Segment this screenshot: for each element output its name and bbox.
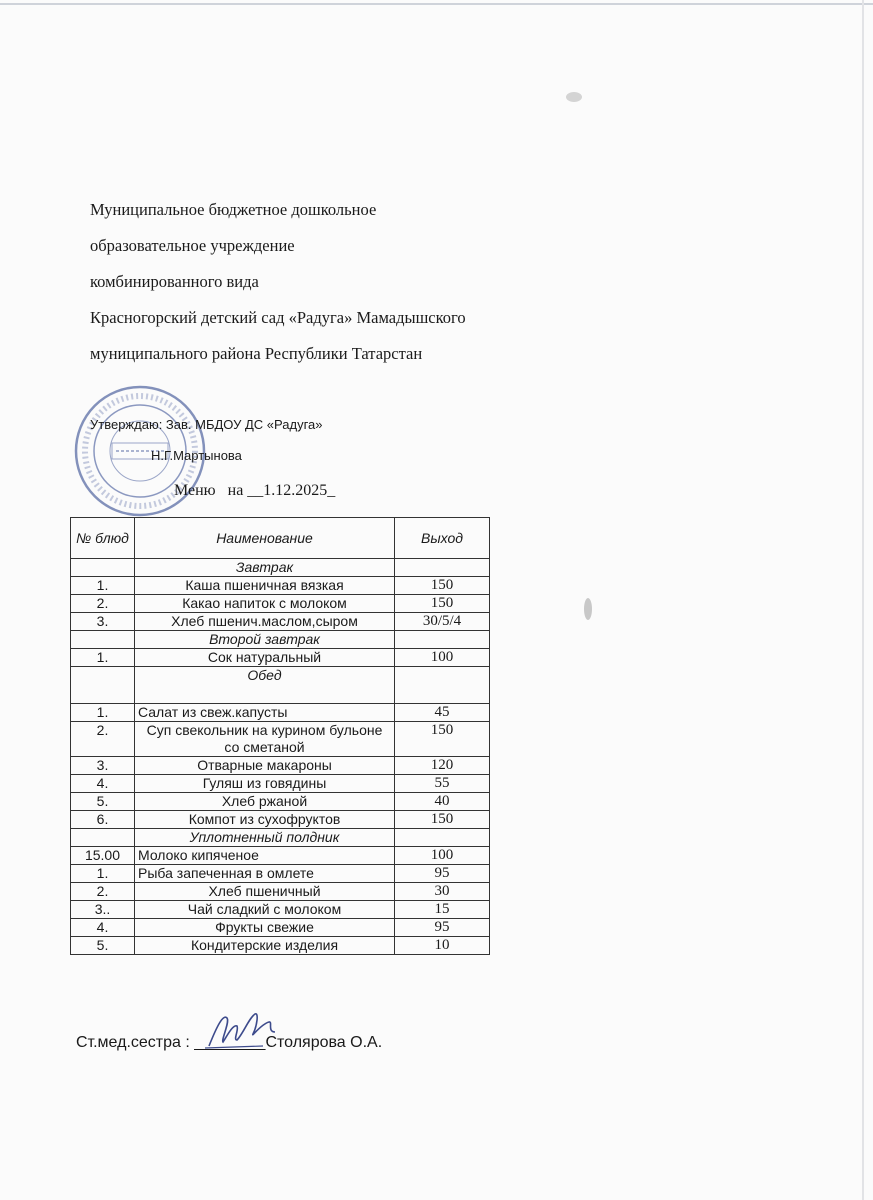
table-row bbox=[71, 811, 490, 829]
scan-smudge bbox=[566, 92, 582, 102]
header-line-2: образовательное учреждение bbox=[90, 236, 295, 255]
dish-portion: 95 bbox=[395, 865, 490, 883]
dish-portion: 150 bbox=[395, 722, 490, 757]
dish-number: 15.00 bbox=[71, 847, 135, 865]
dish-name: Каша пшеничная вязкая bbox=[135, 577, 395, 595]
dish-portion: 40 bbox=[395, 793, 490, 811]
section-title: Второй завтрак bbox=[135, 631, 395, 649]
header-dish-number: № блюд bbox=[71, 518, 135, 559]
dish-portion: 45 bbox=[395, 704, 490, 722]
dish-name: Отварные макароны bbox=[135, 757, 395, 775]
section-title: Завтрак bbox=[135, 559, 395, 577]
dish-number: 5. bbox=[71, 937, 135, 955]
section-row-breakfast bbox=[71, 559, 490, 577]
dish-number: 2. bbox=[71, 595, 135, 613]
scan-smudge bbox=[584, 598, 592, 620]
footer-role: Ст.мед.сестра : bbox=[76, 1034, 190, 1051]
table-row bbox=[71, 757, 490, 775]
dish-portion: 150 bbox=[395, 595, 490, 613]
scan-edge-right bbox=[862, 0, 864, 1200]
table-row bbox=[71, 901, 490, 919]
dish-number: 1. bbox=[71, 649, 135, 667]
section-row-second-breakfast bbox=[71, 631, 490, 649]
table-row bbox=[71, 704, 490, 722]
dish-number: 4. bbox=[71, 919, 135, 937]
header-line-1: Муниципальное бюджетное дошкольное bbox=[90, 200, 377, 219]
dish-portion: 100 bbox=[395, 847, 490, 865]
header-dish-name: Наименование bbox=[135, 518, 395, 559]
table-header-row bbox=[71, 518, 490, 559]
table-row bbox=[71, 577, 490, 595]
dish-name: Гуляш из говядины bbox=[135, 775, 395, 793]
table-row bbox=[71, 937, 490, 955]
footer-name: Столярова О.А. bbox=[265, 1034, 383, 1051]
table-row bbox=[71, 793, 490, 811]
dish-portion: 150 bbox=[395, 811, 490, 829]
dish-number: 5. bbox=[71, 793, 135, 811]
table-row bbox=[71, 865, 490, 883]
dish-portion: 55 bbox=[395, 775, 490, 793]
table-row bbox=[71, 847, 490, 865]
dish-number: 3. bbox=[71, 757, 135, 775]
table-row bbox=[71, 649, 490, 667]
dish-number: 1. bbox=[71, 704, 135, 722]
dish-number: 2. bbox=[71, 722, 135, 757]
dish-name: Чай сладкий с молоком bbox=[135, 901, 395, 919]
dish-number: 3.. bbox=[71, 901, 135, 919]
header-line-5: муниципального района Республики Татарстан bbox=[90, 344, 423, 363]
dish-name: Какао напиток с молоком bbox=[135, 595, 395, 613]
table-row bbox=[71, 613, 490, 631]
dish-name: Кондитерские изделия bbox=[135, 937, 395, 955]
director-name: Н.Г.Мартынова bbox=[151, 448, 242, 463]
table-row bbox=[71, 595, 490, 613]
dish-portion: 95 bbox=[395, 919, 490, 937]
dish-number: 1. bbox=[71, 577, 135, 595]
table-row bbox=[71, 919, 490, 937]
section-title: Уплотненный полдник bbox=[135, 829, 395, 847]
dish-name: Хлеб ржаной bbox=[135, 793, 395, 811]
header-portion: Выход bbox=[395, 518, 490, 559]
dish-portion: 120 bbox=[395, 757, 490, 775]
section-title: Обед bbox=[135, 667, 395, 704]
menu-label: Меню bbox=[174, 482, 216, 499]
dish-portion: 100 bbox=[395, 649, 490, 667]
table-row bbox=[71, 775, 490, 793]
dish-name: Суп свекольник на курином бульоне со сметаной bbox=[135, 722, 395, 757]
section-row-snack bbox=[71, 829, 490, 847]
section-row-lunch bbox=[71, 667, 490, 704]
dish-name: Рыба запеченная в омлете bbox=[135, 865, 395, 883]
dish-number: 6. bbox=[71, 811, 135, 829]
header-line-3: комбинированного вида bbox=[90, 272, 259, 291]
table-row bbox=[71, 883, 490, 901]
header-line-4: Красногорский детский сад «Радуга» Мамадышского bbox=[90, 308, 466, 327]
dish-name: Хлеб пшеничный bbox=[135, 883, 395, 901]
table-row bbox=[71, 722, 490, 757]
dish-portion: 30 bbox=[395, 883, 490, 901]
dish-number: 2. bbox=[71, 883, 135, 901]
dish-number: 3. bbox=[71, 613, 135, 631]
dish-name: Хлеб пшенич.маслом,сыром bbox=[135, 613, 395, 631]
dish-name: Салат из свеж.капусты bbox=[135, 704, 395, 722]
dish-portion: 10 bbox=[395, 937, 490, 955]
dish-portion: 150 bbox=[395, 577, 490, 595]
menu-title bbox=[174, 482, 343, 500]
scan-edge-top bbox=[0, 3, 873, 5]
menu-date: на __1.12.2025_ bbox=[227, 482, 336, 499]
footer-blank: ________ bbox=[194, 1034, 266, 1051]
approval-line: Утверждаю: Зав. МБДОУ ДС «Радуга» bbox=[90, 417, 323, 432]
dish-name: Сок натуральный bbox=[135, 649, 395, 667]
dish-portion: 30/5/4 bbox=[395, 613, 490, 631]
dish-portion: 15 bbox=[395, 901, 490, 919]
dish-name: Фрукты свежие bbox=[135, 919, 395, 937]
dish-number: 4. bbox=[71, 775, 135, 793]
footer-signature-line bbox=[76, 1034, 382, 1052]
menu-table bbox=[70, 517, 490, 955]
dish-number: 1. bbox=[71, 865, 135, 883]
dish-name: Компот из сухофруктов bbox=[135, 811, 395, 829]
dish-name: Молоко кипяченое bbox=[135, 847, 395, 865]
